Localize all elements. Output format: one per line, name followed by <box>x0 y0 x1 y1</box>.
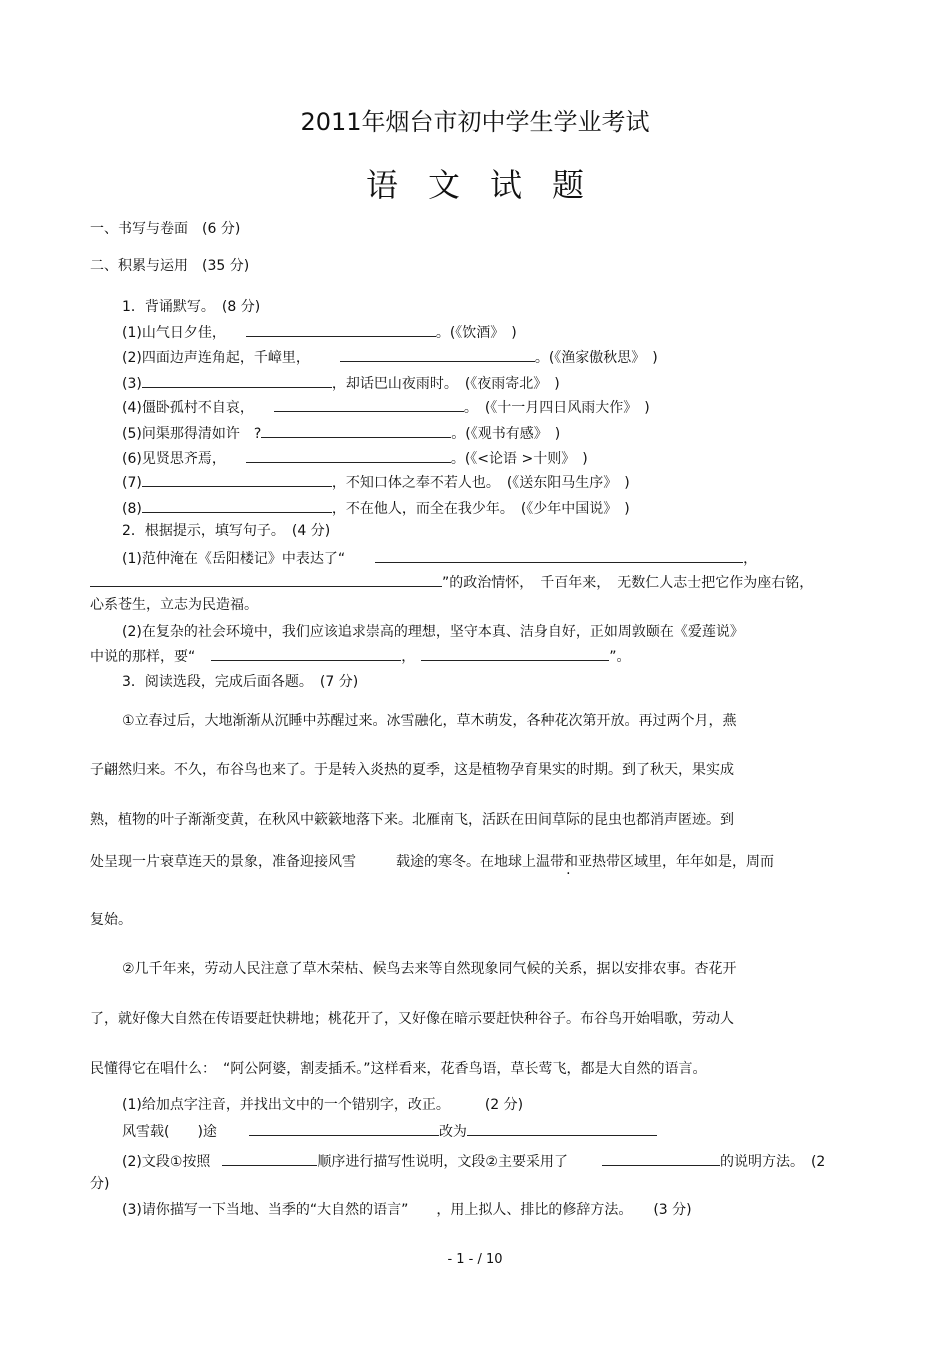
q3-sub-2 <box>122 1151 825 1171</box>
q1-item-7-prefix: (7) <box>122 475 142 491</box>
q3-sub-1-replace: 改为 <box>438 1124 467 1140</box>
q3-heading: 3．阅读选段，完成后面各题。 (7 分) <box>122 674 359 690</box>
q1-item-5-suffix: 。(《观书有感》 ) <box>451 426 561 442</box>
q3-sub-2-blank-2[interactable] <box>602 1151 720 1166</box>
passage-1-line-1: ①立春过后，大地渐渐从沉睡中苏醒过来。冰雪融化，草木萌发，各种花次第开放。再过两个月，燕 <box>122 713 737 729</box>
passage-2-line-2: 了，就好像大自然在传语要赶快耕地；桃花开了，又好像在暗示要赶快种谷子。布谷鸟开始唱歌，劳动人 <box>90 1011 734 1027</box>
q2-part-1-blank-1[interactable] <box>375 548 743 563</box>
q3-sub-1: (1)给加点字注音，并找出文中的一个错别字，改正。 (2 分) <box>122 1097 524 1113</box>
section-2-heading: 二、积累与运用 (35 分) <box>90 258 250 274</box>
passage-1-line-4-a: 处呈现一片衰草连天的景象，准备迎接风雪 <box>90 854 356 870</box>
q1-item-4-prefix: (4)僵卧孤村不自哀， <box>122 400 254 416</box>
passage-2-line-1: ②几千年来，劳动人民注意了草木荣枯、候鸟去来等自然现象同气候的关系，据以安排农事。杏花开 <box>122 961 737 977</box>
q2-part-1-line-2 <box>90 572 813 592</box>
passage-2-line-3: 民懂得它在唱什么： “阿公阿婆，割麦插禾。”这样看来，花香鸟语，草长莺飞，都是大自然的语言。 <box>90 1061 707 1077</box>
q1-item-3-prefix: (3) <box>122 376 142 392</box>
q1-item-7 <box>122 472 630 492</box>
q1-item-2 <box>122 347 658 367</box>
q2-part-1-blank-2[interactable] <box>90 572 442 587</box>
q2-part-1-line-1 <box>122 548 757 568</box>
q1-item-5-blank[interactable] <box>261 423 451 438</box>
q3-sub-1-blank-1[interactable] <box>249 1121 439 1136</box>
q1-item-6-suffix: 。(《<论语 >十则》 ) <box>450 451 588 467</box>
q1-item-8 <box>122 498 630 518</box>
q3-sub-1-answer <box>122 1121 657 1141</box>
q3-sub-2-prefix: (2)文段①按照 <box>122 1154 211 1170</box>
section-1-heading: 一、书写与卷面 (6 分) <box>90 221 241 237</box>
exam-title: 2011年烟台市初中学生学业考试 <box>300 108 650 136</box>
q2-part-2-suffix: ”。 <box>609 649 631 665</box>
q1-item-1-suffix: 。(《饮酒》 ) <box>435 325 517 341</box>
q2-part-2-prefix: 中说的那样，要“ <box>90 649 196 665</box>
q1-item-2-prefix: (2)四面边声连角起，千嶂里， <box>122 350 310 366</box>
q1-item-4-suffix: 。 (《十一月四日风雨大作》 ) <box>463 400 650 416</box>
q1-item-5 <box>122 423 560 443</box>
exam-subtitle: 语文试题 <box>365 166 614 204</box>
q1-item-5-prefix: (5)问渠那得清如许 ? <box>122 426 262 442</box>
q1-item-7-suffix: ，不知口体之奉不若人也。 (《送东阳马生序》 ) <box>331 475 630 491</box>
q2-part-2-line-2 <box>90 646 631 666</box>
q3-sub-2-middle: 顺序进行描写性说明，文段②主要采用了 <box>317 1154 568 1170</box>
q2-part-1-comma: ， <box>743 551 758 567</box>
q2-part-2-blank-1[interactable] <box>211 646 401 661</box>
q1-item-3-blank[interactable] <box>142 373 332 388</box>
passage-1-line-5: 复始。 <box>90 912 132 928</box>
q2-heading: 2．根据提示，填写句子。 (4 分) <box>122 523 331 539</box>
q1-heading: 1．背诵默写。 (8 分) <box>122 299 261 315</box>
q3-sub-2-cont: 分) <box>90 1176 110 1192</box>
q1-item-2-blank[interactable] <box>340 347 535 362</box>
q1-item-6 <box>122 448 588 468</box>
q1-item-8-prefix: (8) <box>122 501 142 517</box>
q2-part-1-middle: ”的政治情怀， 千百年来， 无数仁人志士把它作为座右铭， <box>442 575 814 591</box>
q3-sub-1-word: 风雪载( )途 <box>122 1124 217 1140</box>
q1-item-6-blank[interactable] <box>246 448 451 463</box>
q2-part-2-line-1: (2)在复杂的社会环境中，我们应该追求崇高的理想，坚守本真、洁身自好，正如周敦颐在《爱莲说》 <box>122 624 744 640</box>
q3-sub-2-suffix: 的说明方法。 (2 <box>719 1154 826 1170</box>
passage-1-line-4 <box>90 851 774 871</box>
passage-1-line-4-b: 载途的寒冬。在地球上温带和亚热带区域里，年年如是，周而 · <box>396 854 774 870</box>
q1-item-8-blank[interactable] <box>142 498 332 513</box>
q2-part-2-blank-2[interactable] <box>421 646 609 661</box>
q3-sub-2-blank-1[interactable] <box>222 1151 317 1166</box>
q2-part-1-line-3: 心系苍生，立志为民造福。 <box>90 597 258 613</box>
passage-1-line-2: 子翩然归来。不久，布谷鸟也来了。于是转入炎热的夏季，这是植物孕育果实的时期。到了秋天，果实成 <box>90 762 734 778</box>
q1-item-1-prefix: (1)山气日夕佳， <box>122 325 226 341</box>
q2-part-2-comma: ， <box>401 649 416 665</box>
q1-item-1 <box>122 322 517 342</box>
q1-item-7-blank[interactable] <box>142 472 332 487</box>
q3-sub-3: (3)请你描写一下当地、当季的“大自然的语言” ，用上拟人、排比的修辞方法。 (3 分) <box>122 1202 692 1218</box>
q1-item-4 <box>122 397 650 417</box>
q2-part-1-prefix: (1)范仲淹在《岳阳楼记》中表达了“ <box>122 551 346 567</box>
page-number: - 1 - / 10 <box>447 1252 503 1267</box>
passage-1-line-3: 熟，植物的叶子渐渐变黄，在秋风中簌簌地落下来。北雁南飞，活跃在田间草际的昆虫也都消声匿迹。到 <box>90 812 734 828</box>
q3-sub-1-blank-2[interactable] <box>467 1121 657 1136</box>
q1-item-3 <box>122 373 560 393</box>
q1-item-1-blank[interactable] <box>246 322 436 337</box>
q1-item-8-suffix: ，不在他人，而全在我少年。 (《少年中国说》 ) <box>331 501 630 517</box>
q1-item-6-prefix: (6)见贤思齐焉， <box>122 451 226 467</box>
q1-item-4-blank[interactable] <box>274 397 464 412</box>
q1-item-2-suffix: 。(《渔家傲秋思》 ) <box>534 350 658 366</box>
q1-item-3-suffix: ，却话巴山夜雨时。 (《夜雨寄北》 ) <box>331 376 560 392</box>
